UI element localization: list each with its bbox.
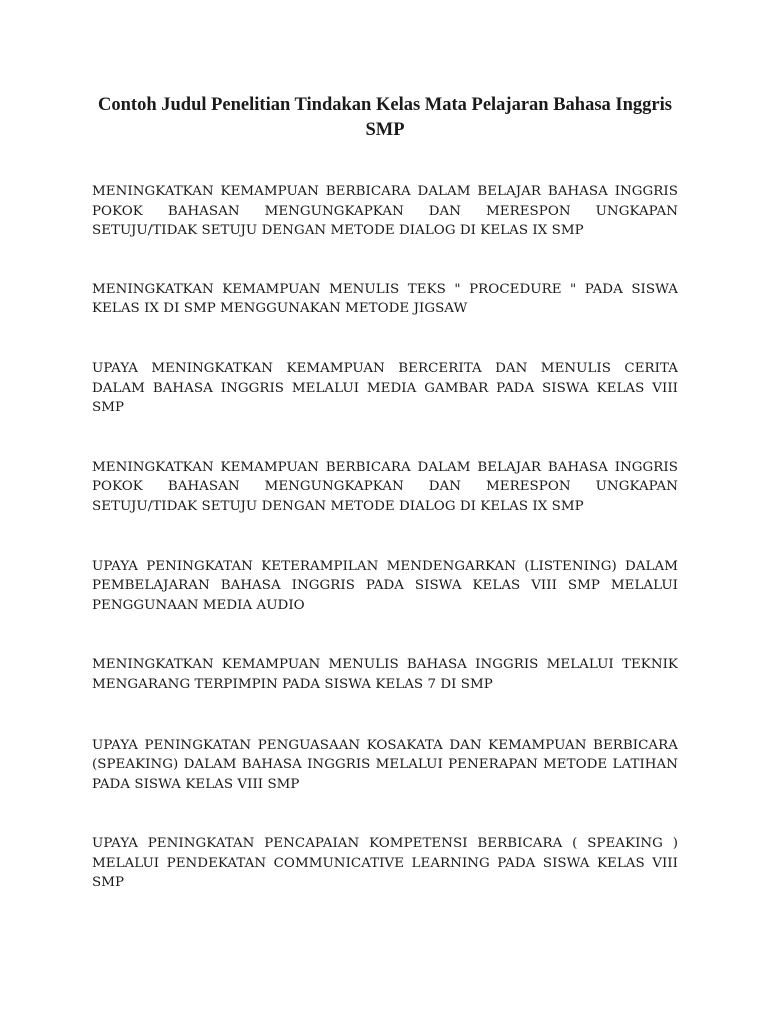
list-item: MENINGKATKAN KEMAMPUAN MENULIS BAHASA INGGRIS MELALUI TEKNIK MENGARANG TERPIMPIN PADA SISWA KELAS 7 DI SMP — [92, 657, 678, 692]
list-item: UPAYA PENINGKATAN PENGUASAAN KOSAKATA DAN KEMAMPUAN BERBICARA (SPEAKING) DALAM BAHASA INGGRIS MELALUI PENERAPAN METODE LATIHAN PADA SISWA KELAS VIII SMP — [92, 737, 678, 792]
list-item: MENINGKATKAN KEMAMPUAN BERBICARA DALAM BELAJAR BAHASA INGGRIS POKOK BAHASAN MENGUNGKAPKAN DAN MERESPON UNGKAPAN SETUJU/TIDAK SETUJU DENGAN METODE DIALOG DI KELAS IX SMP — [92, 184, 678, 239]
list-item: UPAYA MENINGKATKAN KEMAMPUAN BERCERITA DAN MENULIS CERITA DALAM BAHASA INGGRIS MELALUI MEDIA GAMBAR PADA SISWA KELAS VIII SMP — [92, 360, 678, 416]
list-item: UPAYA PENINGKATAN KETERAMPILAN MENDENGARKAN (LISTENING) DALAM PEMBELAJARAN BAHASA INGGRIS PADA SISWA KELAS VIII SMP MELALUI PENGGUNAAN MEDIA AUDIO — [92, 558, 678, 613]
document-title: Contoh Judul Penelitian Tindakan Kelas Mata Pelajaran Bahasa Inggris SMP — [98, 95, 672, 140]
list-item: UPAYA PENINGKATAN PENCAPAIAN KOMPETENSI BERBICARA ( SPEAKING ) MELALUI PENDEKATAN COMMUNICATIVE LEARNING PADA SISWA KELAS VIII SMP — [92, 836, 678, 891]
list-item: MENINGKATKAN KEMAMPUAN MENULIS TEKS " PROCEDURE " PADA SISWA KELAS IX DI SMP MENGGUNAKAN METODE JIGSAW — [92, 281, 678, 317]
list-item: MENINGKATKAN KEMAMPUAN BERBICARA DALAM BELAJAR BAHASA INGGRIS POKOK BAHASAN MENGUNGKAPKAN DAN MERESPON UNGKAPAN SETUJU/TIDAK SETUJU DENGAN METODE DIALOG DI KELAS IX SMP — [92, 459, 678, 514]
research-title-list — [92, 182, 678, 932]
